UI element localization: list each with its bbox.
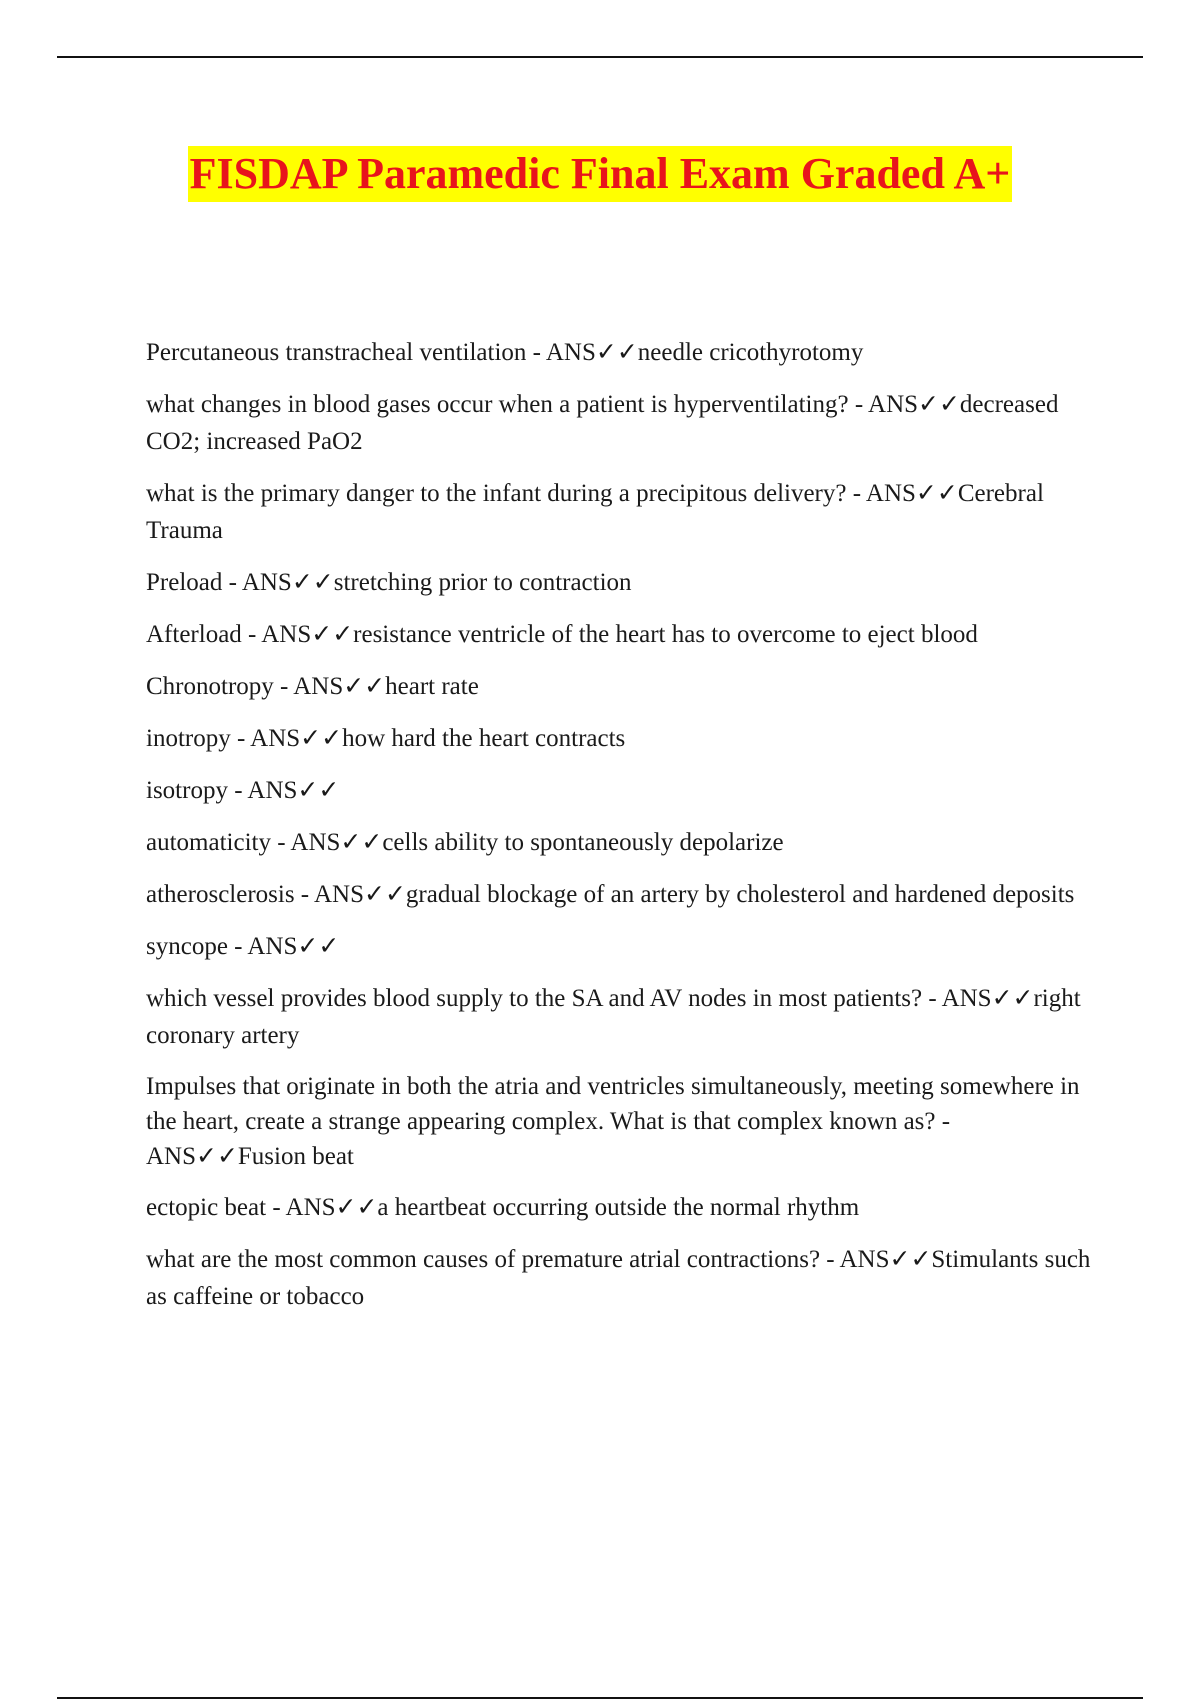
qa-list [146, 334, 1096, 1330]
qa-item: which vessel provides blood supply to the SA and AV nodes in most patients? - ANS✓✓right coronary artery [146, 985, 1081, 1049]
qa-item: Impulses that originate in both the atria and ventricles simultaneously, meeting somewhere in the heart, create a strange appearing complex. What is that complex known as? - ANS✓✓Fusion beat [146, 1073, 1080, 1170]
qa-item: what changes in blood gases occur when a patient is hyperventilating? - ANS✓✓decreased CO2; increased PaO2 [146, 391, 1059, 455]
qa-item: Percutaneous transtracheal ventilation - ANS✓✓needle cricothyrotomy [146, 339, 864, 366]
qa-item: inotropy - ANS✓✓how hard the heart contracts [146, 725, 626, 752]
qa-item: automaticity - ANS✓✓cells ability to spontaneously depolarize [146, 829, 784, 856]
title-container [0, 146, 1200, 202]
qa-item: what is the primary danger to the infant during a precipitous delivery? - ANS✓✓Cerebral Trauma [146, 480, 1044, 544]
qa-item: Afterload - ANS✓✓resistance ventricle of the heart has to overcome to eject blood [146, 621, 978, 648]
header-rule [57, 56, 1143, 58]
qa-item: ectopic beat - ANS✓✓a heartbeat occurring outside the normal rhythm [146, 1194, 860, 1221]
qa-item: Preload - ANS✓✓stretching prior to contraction [146, 569, 632, 596]
qa-item: syncope - ANS✓✓ [146, 933, 340, 960]
document-title: FISDAP Paramedic Final Exam Graded A+ [188, 146, 1013, 202]
qa-item: what are the most common causes of premature atrial contractions? - ANS✓✓Stimulants such as caffeine or tobacco [146, 1246, 1091, 1310]
footer-rule [57, 1697, 1143, 1699]
qa-item: atherosclerosis - ANS✓✓gradual blockage of an artery by cholesterol and hardened deposits [146, 881, 1075, 908]
qa-item: Chronotropy - ANS✓✓heart rate [146, 673, 479, 700]
qa-item: isotropy - ANS✓✓ [146, 777, 340, 804]
